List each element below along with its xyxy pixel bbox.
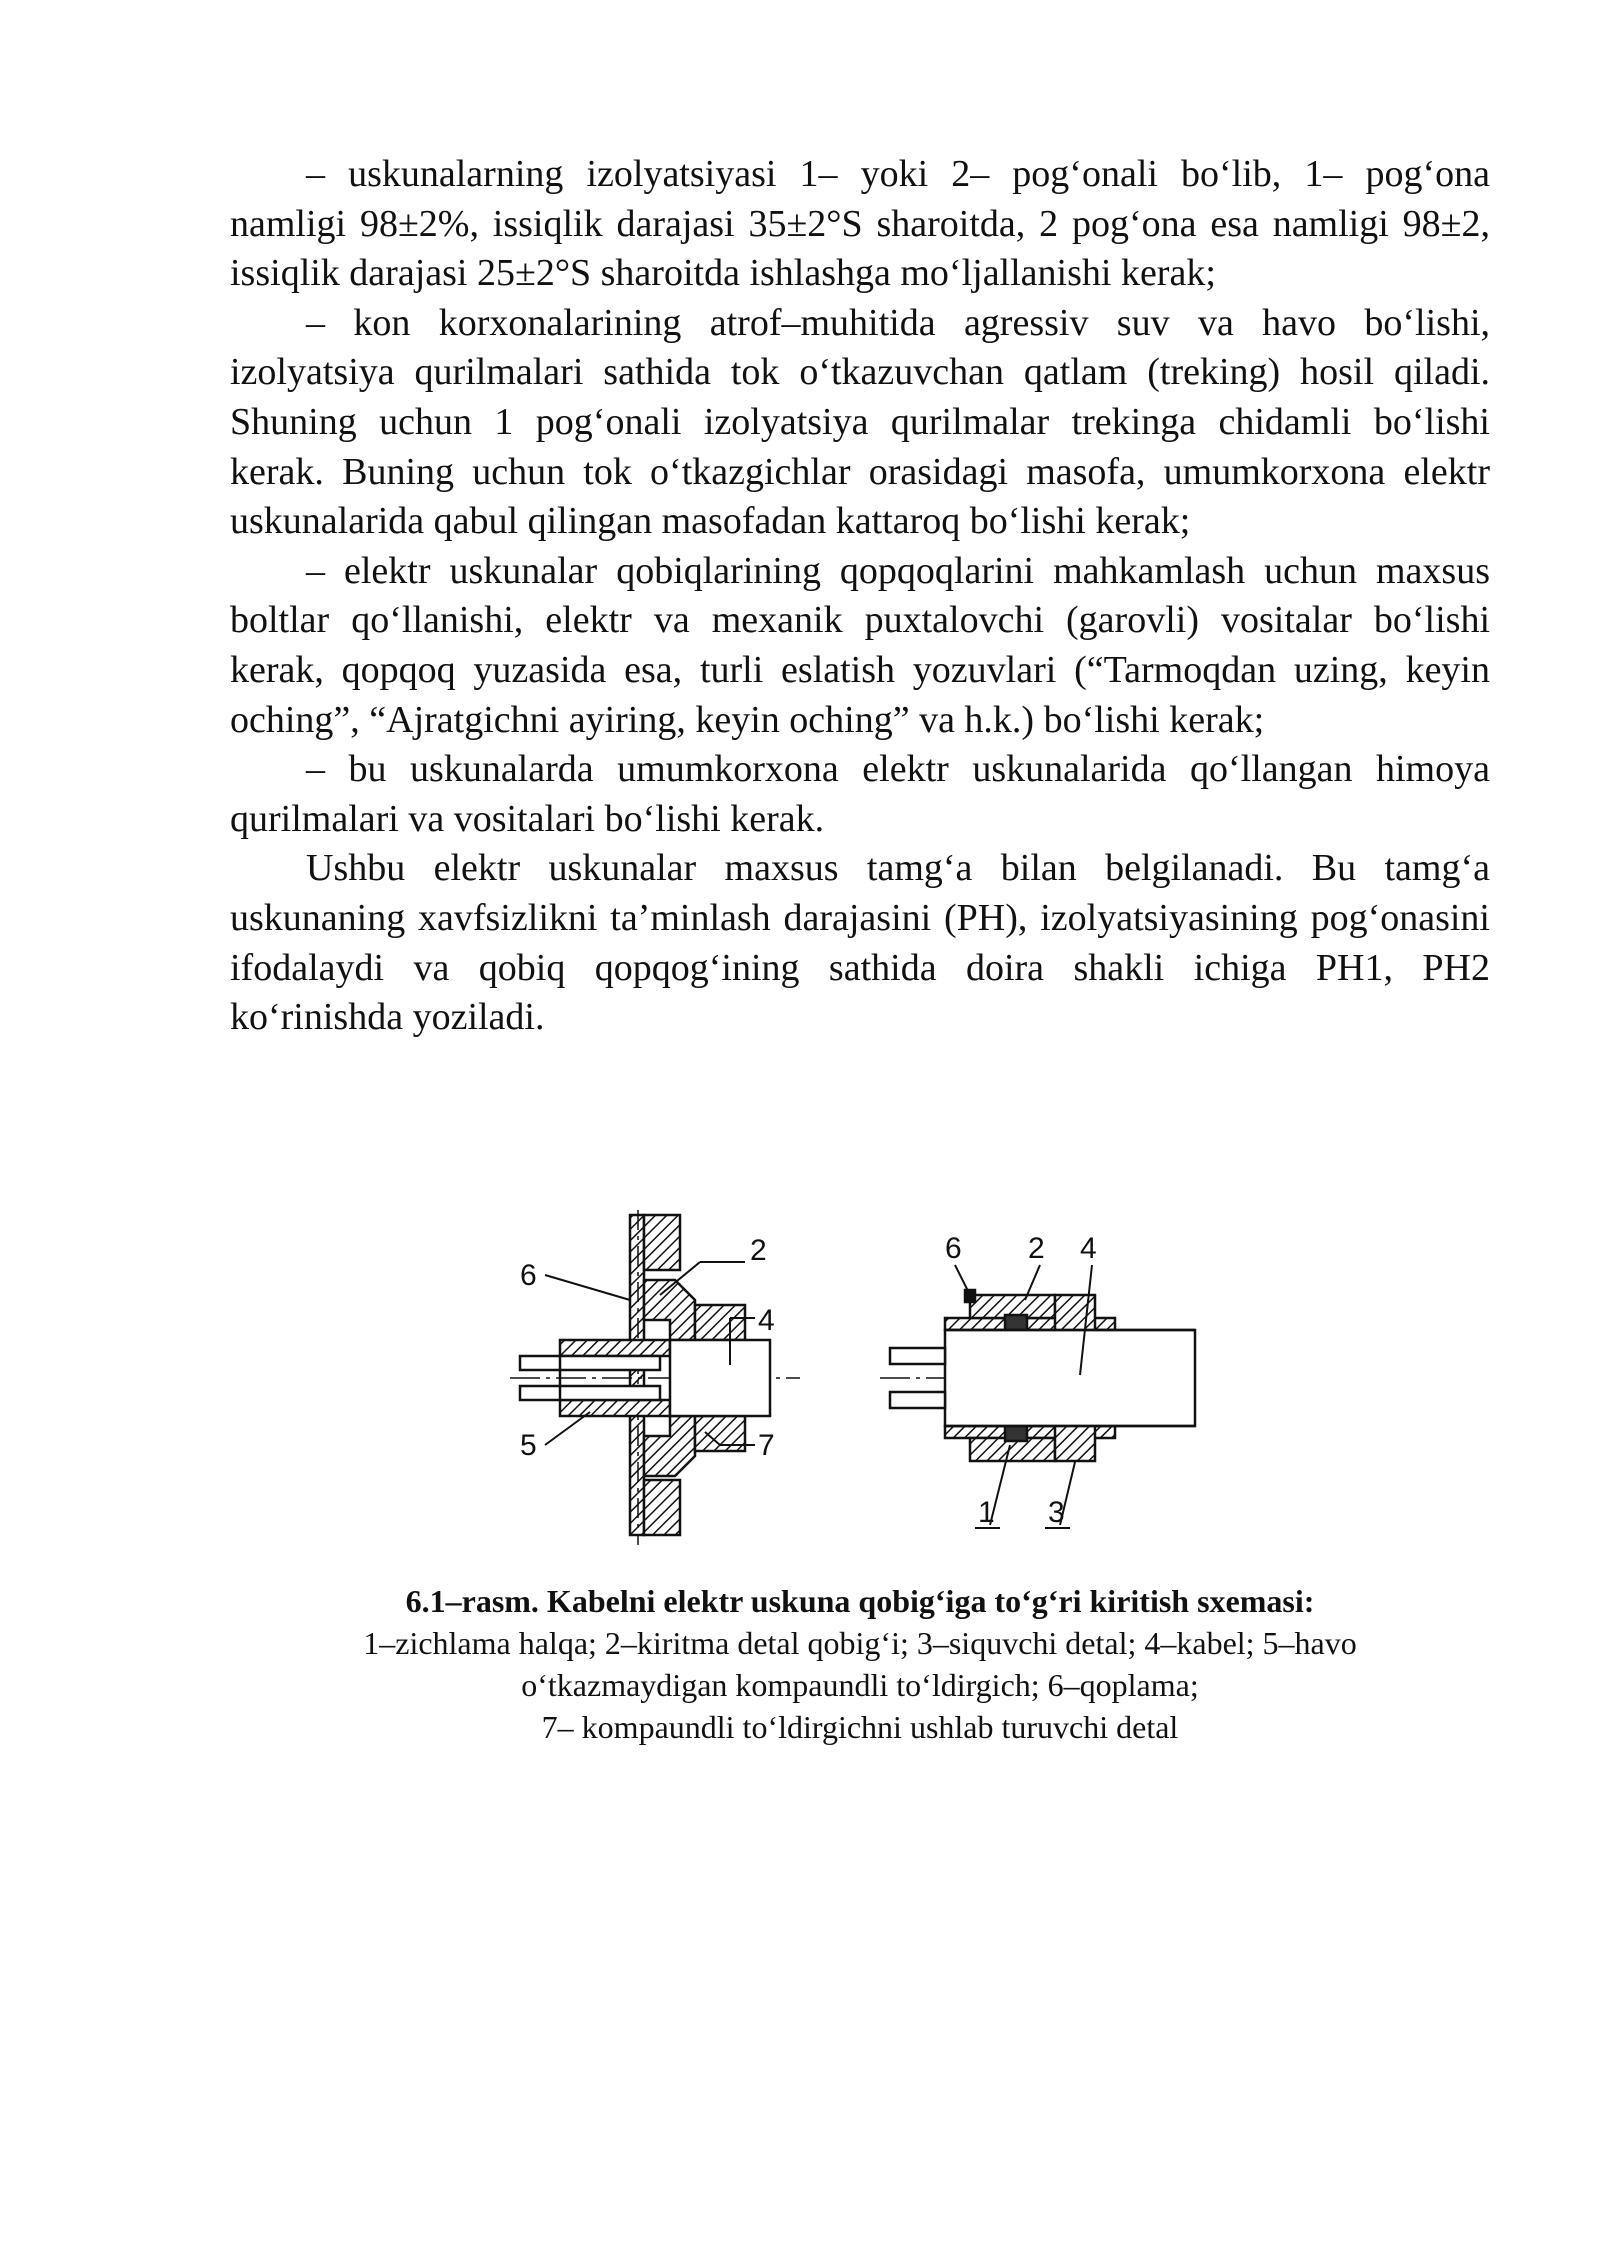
right-label-6: 6 [945, 1232, 962, 1265]
paragraph-marking: Ushbu elektr uskunalar maxsus tamg‘a bilan belgilanadi. Bu tamg‘a uskunaning xavfsizlikni ta’minlash darajasini (PH), izolyatsiyasining pog‘onasini ifodalaydi va qobiq qopqog‘ining sathida doira shakli ichiga PH1, PH2 ko‘rinishda yoziladi. [230, 847, 1490, 1039]
left-label-4: 4 [758, 1304, 775, 1337]
right-label-4: 4 [1080, 1232, 1097, 1265]
caption-line-3: 7– kompaundli to‘ldirgichni ushlab turuvchi detal [541, 1709, 1179, 1745]
right-cable-entry-drawing [880, 1290, 1200, 1461]
paragraph-insulation-levels: – uskunalarning izolyatsiyasi 1– yoki 2– pog‘onali bo‘lib, 1– pog‘ona namligi 98±2%, issiqlik darajasi 35±2°S sharoitda, 2 pog‘ona esa namligi 98±2, issiqlik darajasi 25±2°S sharoitda ishlashga mo‘ljallanishi kerak; [230, 153, 1490, 295]
right-label-2: 2 [1028, 1232, 1045, 1265]
right-label-1: 1 [978, 1496, 995, 1529]
left-label-5: 5 [520, 1429, 537, 1462]
left-label-6: 6 [520, 1259, 537, 1292]
figure-caption [230, 1580, 1490, 1748]
caption-title: 6.1–rasm. Kabelni elektr uskuna qobig‘iga to‘g‘ri kiritish sxemasi: [405, 1583, 1315, 1619]
left-label-7: 7 [758, 1429, 775, 1462]
paragraph-tracking: – kon korxonalarining atrof–muhitida agressiv suv va havo bo‘lishi, izolyatsiya qurilmalari sathida tok o‘tkazuvchan qatlam (treking) hosil qiladi. Shuning uchun 1 pog‘onali izolyatsiya qurilmalar trekinga chidamli bo‘lishi kerak. Buning uchun tok o‘tkazgichlar orasidagi masofa, umumkorxona elektr uskunalarida qabul qilingan masofadan kattaroq bo‘lishi kerak; [230, 301, 1490, 543]
paragraph-cover-fastening: – elektr uskunalar qobiqlarining qopqoqlarini mahkamlash uchun maxsus boltlar qo‘llanishi, elektr va mexanik puxtalovchi (garovli) vositalar bo‘lishi kerak, qopqoq yuzasida esa, turli eslatish yozuvlari (“Tarmoqdan uzing, keyin oching”, “Ajratgichni ayiring, keyin oching” va h.k.) bo‘lishi kerak; [230, 549, 1490, 741]
paragraph-protection-devices: – bu uskunalarda umumkorxona elektr uskunalarida qo‘llangan himoya qurilmalari va vositalari bo‘lishi kerak. [230, 748, 1490, 840]
right-label-3: 3 [1048, 1496, 1065, 1529]
caption-line-2: o‘tkazmaydigan kompaundli to‘ldirgich; 6–qoplama; [521, 1667, 1199, 1703]
caption-line-1: 1–zichlama halqa; 2–kiritma detal qobig‘i; 3–siquvchi detal; 4–kabel; 5–havo [363, 1625, 1357, 1661]
cable-entry-figure [500, 1200, 1220, 1560]
body-text [230, 150, 1490, 1043]
left-label-2: 2 [750, 1234, 767, 1267]
cable-entry-diagram [500, 1200, 1220, 1560]
